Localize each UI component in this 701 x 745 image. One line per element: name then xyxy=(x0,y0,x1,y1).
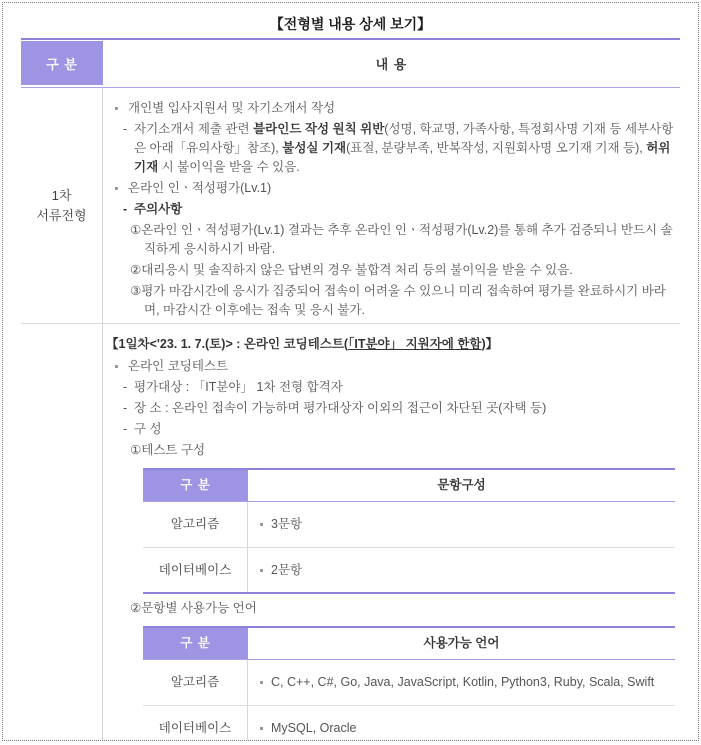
note-item: ①온라인 인ㆍ적성평가(Lv.1) 결과는 추후 온라인 인ㆍ적성평가(Lv.2)를 통해 추가 검증되니 반드시 솔직하게 응시하시기 바람. xyxy=(130,223,673,256)
table-header xyxy=(21,40,680,88)
note-item: ②대리응시 및 솔직하지 않은 답변의 경우 불합격 처리 등의 불이익을 받을 수 있음. xyxy=(130,263,573,277)
row-content-first-screening xyxy=(103,88,680,323)
cell-label: 데이터베이스 xyxy=(143,706,248,741)
cell-label: 알고리즘 xyxy=(143,660,248,705)
table-row xyxy=(143,660,675,705)
dot-bullet-icon xyxy=(260,681,263,684)
header-cell-questions: 문항구성 xyxy=(437,478,486,492)
dot-bullet-icon xyxy=(260,727,263,730)
list-item: - 장 소 : 온라인 접속이 가능하며 평가대상자 이외의 접근이 차단된 곳(자택 등) xyxy=(106,399,674,418)
row-label-line1: 1차 xyxy=(51,188,72,203)
table-row xyxy=(143,502,675,547)
cell-value: 2문항 xyxy=(248,548,675,592)
note-item: ③평가 마감시간에 응시가 집중되어 접속이 어려울 수 있으니 미리 접속하여 평가를 완료하시기 바라며, 마감시간 이후에는 접속 및 응시 불가. xyxy=(130,284,666,317)
table-row xyxy=(143,547,675,592)
table-row-coding-test xyxy=(21,324,680,741)
dash-bullet-icon: - xyxy=(123,380,128,394)
dash-bullet-icon: - xyxy=(123,122,128,136)
list-item: 개인별 입사지원서 및 자기소개서 작성 xyxy=(106,99,674,118)
page-title: 【전형별 내용 상세 보기】 xyxy=(269,16,432,32)
header-cell-category: 구 분 xyxy=(143,628,248,659)
language-table xyxy=(143,626,675,741)
test-composition-table xyxy=(143,468,675,594)
dot-bullet-icon xyxy=(260,569,263,572)
list-item: - 구 성 xyxy=(106,420,674,439)
row-content-coding-test xyxy=(103,324,680,741)
cell-value: C, C++, C#, Go, Java, JavaScript, Kotlin, Python3, Ruby, Scala, Swift xyxy=(248,660,675,705)
cell-label: 데이터베이스 xyxy=(143,548,248,592)
cell-label: 알고리즘 xyxy=(143,502,248,547)
cell-value: 3문항 xyxy=(248,502,675,547)
detail-table xyxy=(21,38,680,741)
table-row-first-screening xyxy=(21,88,680,324)
note-item: ②문항별 사용가능 언어 xyxy=(130,601,257,615)
list-item: 온라인 코딩테스트 xyxy=(106,357,674,376)
list-item: - 평가대상 : 「IT분야」 1차 전형 합격자 xyxy=(106,378,674,397)
dot-bullet-icon xyxy=(115,187,118,190)
header-cell-category: 구 분 xyxy=(21,41,103,85)
dot-bullet-icon xyxy=(260,523,263,526)
document-page xyxy=(2,2,699,741)
cell-value: MySQL, Oracle xyxy=(248,706,675,741)
row-label-line2: 서류전형 xyxy=(36,207,87,223)
table-header xyxy=(143,470,675,502)
row-label-first-screening xyxy=(21,88,103,323)
row-label-empty xyxy=(21,324,103,741)
dot-bullet-icon xyxy=(115,365,118,368)
header-cell-content: 내 용 xyxy=(375,57,408,72)
dash-bullet-icon: - xyxy=(123,422,128,436)
header-cell-category: 구 분 xyxy=(143,470,248,501)
dot-bullet-icon xyxy=(115,107,118,110)
dash-bullet-icon: - xyxy=(123,202,128,216)
list-item: 온라인 인ㆍ적성평가(Lv.1) xyxy=(106,179,674,198)
list-item: - 주의사항 xyxy=(106,200,674,219)
table-header xyxy=(143,628,675,660)
note-item: ①테스트 구성 xyxy=(130,443,206,457)
list-item: - 자기소개서 제출 관련 블라인드 작성 원칙 위반(성명, 학교명, 가족사항, 특정회사명 기재 등 세부사항은 아래「유의사항」참조), 불성실 기재(표절, 분량부족, 반복작성, 지원회사명 오기재 기재 등), 허위기재 시 불이익을 받을 수 있음. xyxy=(123,122,674,174)
section-heading: 【1일차<'23. 1. 7.(토)> : 온라인 코딩테스트(「IT분야」 지원자에 한함)】 xyxy=(106,337,499,351)
header-cell-languages: 사용가능 언어 xyxy=(423,636,500,650)
dash-bullet-icon: - xyxy=(123,401,128,415)
table-row xyxy=(143,705,675,741)
